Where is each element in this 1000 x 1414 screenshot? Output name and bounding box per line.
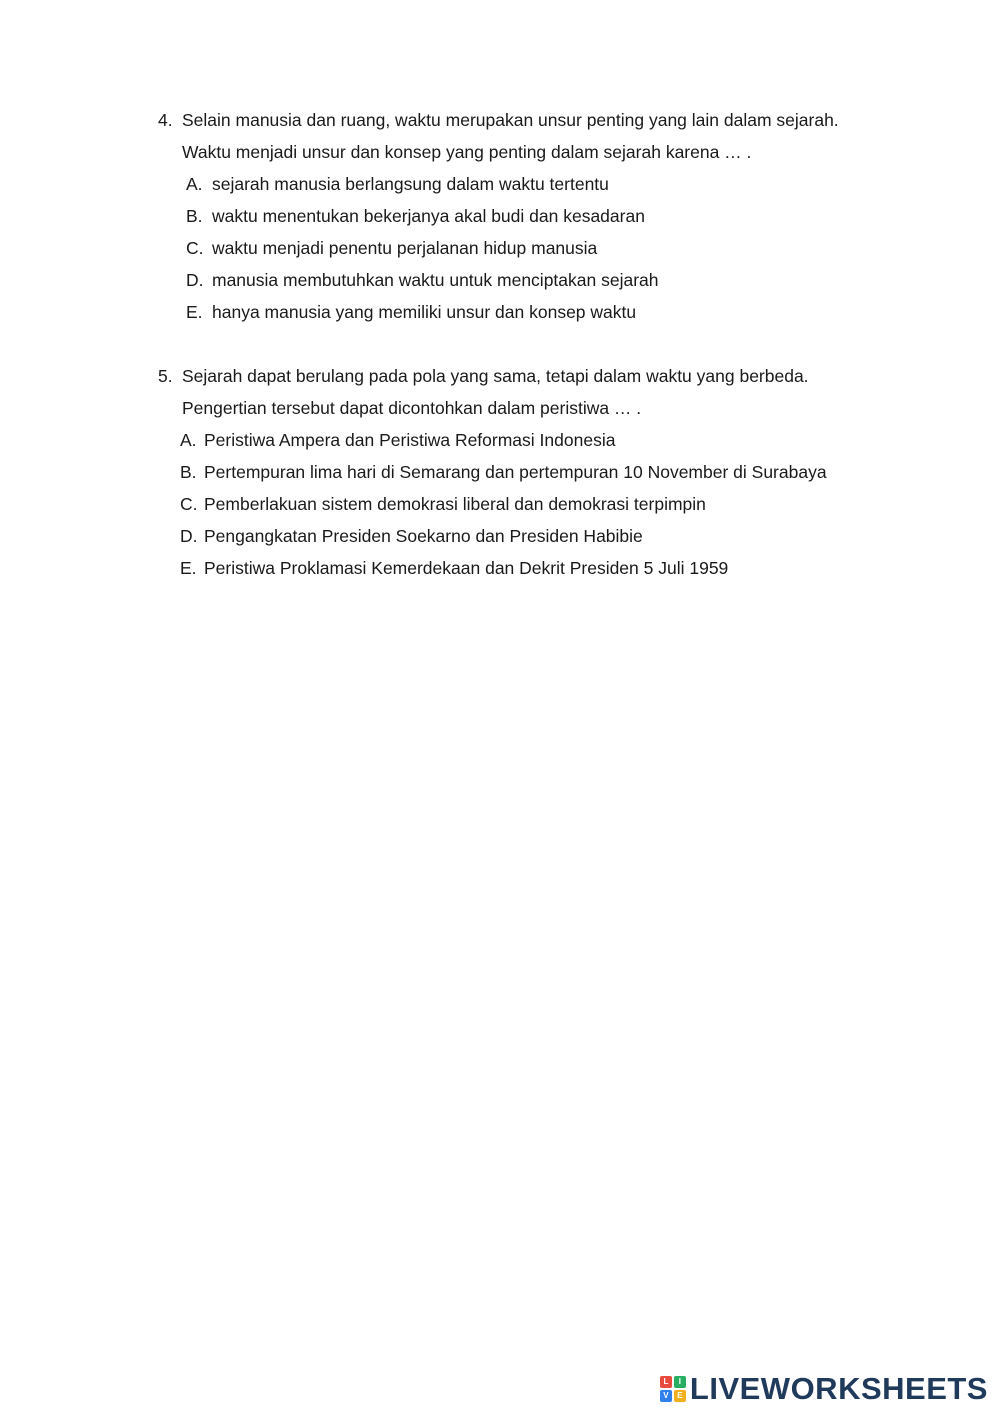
option-text: Pemberlakuan sistem demokrasi liberal dan demokrasi terpimpin xyxy=(204,494,706,514)
option-text: Pengangkatan Presiden Soekarno dan Presiden Habibie xyxy=(204,526,643,546)
option-b[interactable] xyxy=(180,456,878,488)
option-text: sejarah manusia berlangsung dalam waktu tertentu xyxy=(212,174,609,194)
tile-i: I xyxy=(674,1376,686,1388)
option-letter: D. xyxy=(180,526,198,546)
option-letter: A. xyxy=(180,430,197,450)
answer-options xyxy=(158,168,878,328)
option-e[interactable] xyxy=(186,296,878,328)
question-4 xyxy=(158,104,878,328)
question-stem-continuation: Pengertian tersebut dapat dicontohkan dalam peristiwa … . xyxy=(182,398,642,418)
live-tiles-icon xyxy=(660,1376,686,1402)
brand-name: LIVEWORKSHEETS xyxy=(689,1371,988,1406)
question-stem-line xyxy=(158,360,878,392)
option-letter: B. xyxy=(186,206,203,226)
answer-options xyxy=(158,424,878,584)
liveworksheets-logo xyxy=(660,1372,988,1406)
tile-v: V xyxy=(660,1390,672,1402)
option-text: Peristiwa Proklamasi Kemerdekaan dan Dekrit Presiden 5 Juli 1959 xyxy=(204,558,729,578)
option-text: waktu menentukan bekerjanya akal budi dan kesadaran xyxy=(212,206,645,226)
option-letter: E. xyxy=(180,558,197,578)
option-letter: C. xyxy=(180,494,198,514)
question-5 xyxy=(158,360,878,584)
question-stem: Sejarah dapat berulang pada pola yang sama, tetapi dalam waktu yang berbeda. xyxy=(182,366,809,386)
option-d[interactable] xyxy=(186,264,878,296)
option-d[interactable] xyxy=(180,520,878,552)
option-e[interactable] xyxy=(180,552,878,584)
option-b[interactable] xyxy=(186,200,878,232)
option-a[interactable] xyxy=(180,424,878,456)
question-stem: Selain manusia dan ruang, waktu merupakan unsur penting yang lain dalam sejarah. xyxy=(182,110,839,130)
option-text: hanya manusia yang memiliki unsur dan konsep waktu xyxy=(212,302,637,322)
option-text: manusia membutuhkan waktu untuk menciptakan sejarah xyxy=(212,270,659,290)
option-letter: E. xyxy=(186,302,203,322)
option-letter: B. xyxy=(180,462,197,482)
option-letter: A. xyxy=(186,174,203,194)
option-text: Pertempuran lima hari di Semarang dan pertempuran 10 November di Surabaya xyxy=(204,462,827,482)
option-text: Peristiwa Ampera dan Peristiwa Reformasi Indonesia xyxy=(204,430,616,450)
option-c[interactable] xyxy=(180,488,878,520)
option-letter: D. xyxy=(186,270,204,290)
option-text: waktu menjadi penentu perjalanan hidup manusia xyxy=(212,238,598,258)
question-number: 5. xyxy=(158,366,173,386)
option-c[interactable] xyxy=(186,232,878,264)
question-number: 4. xyxy=(158,110,173,130)
tile-l: L xyxy=(660,1376,672,1388)
tile-e: E xyxy=(674,1390,686,1402)
question-stem-continuation: Waktu menjadi unsur dan konsep yang penting dalam sejarah karena … . xyxy=(182,142,752,162)
option-a[interactable] xyxy=(186,168,878,200)
option-letter: C. xyxy=(186,238,204,258)
question-stem-line xyxy=(158,104,878,136)
